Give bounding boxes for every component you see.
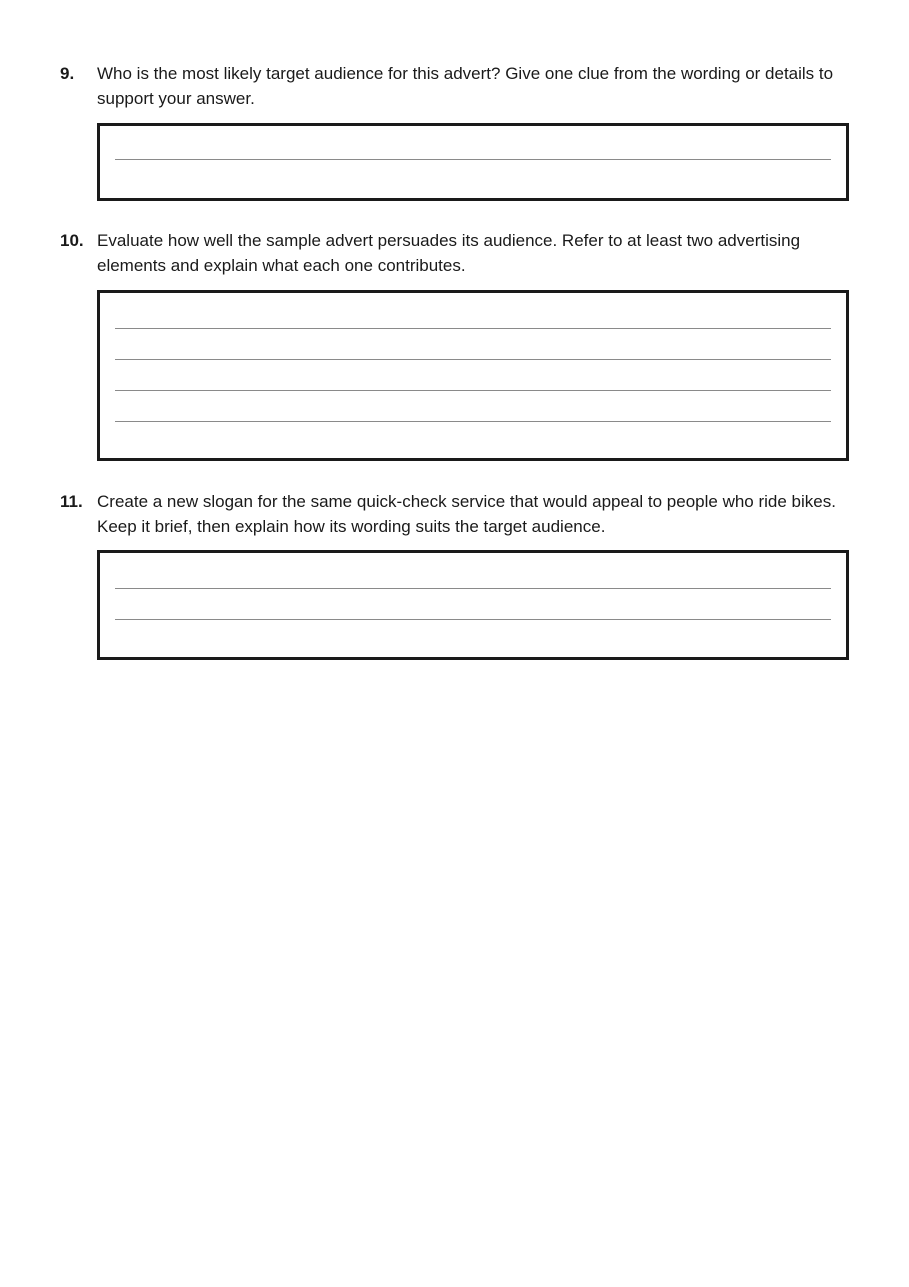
question-9 bbox=[60, 61, 852, 111]
question-header bbox=[60, 489, 852, 539]
question-11 bbox=[60, 489, 852, 539]
question-number: 9. bbox=[60, 64, 75, 83]
answer-line bbox=[115, 159, 831, 160]
question-header bbox=[60, 61, 852, 111]
answer-line bbox=[115, 359, 831, 360]
question-prompt: Create a new slogan for the same quick-check service that would appeal to people who ride bikes. Keep it brief, then explain how its wording suits the target audience. bbox=[97, 492, 836, 536]
question-prompt: Evaluate how well the sample advert persuades its audience. Refer to at least two advertising elements and explain what each one contributes. bbox=[97, 231, 801, 275]
question-10 bbox=[60, 228, 852, 278]
question-prompt: Who is the most likely target audience for this advert? Give one clue from the wording or details to support your answer. bbox=[97, 64, 834, 108]
answer-line bbox=[115, 588, 831, 589]
question-header bbox=[60, 228, 852, 278]
answer-line bbox=[115, 328, 831, 329]
answer-line bbox=[115, 421, 831, 422]
question-number: 10. bbox=[60, 231, 84, 250]
answer-box[interactable] bbox=[97, 123, 849, 201]
answer-box[interactable] bbox=[97, 550, 849, 660]
answer-line bbox=[115, 619, 831, 620]
answer-box[interactable] bbox=[97, 290, 849, 461]
answer-line bbox=[115, 390, 831, 391]
question-number: 11. bbox=[60, 492, 83, 511]
